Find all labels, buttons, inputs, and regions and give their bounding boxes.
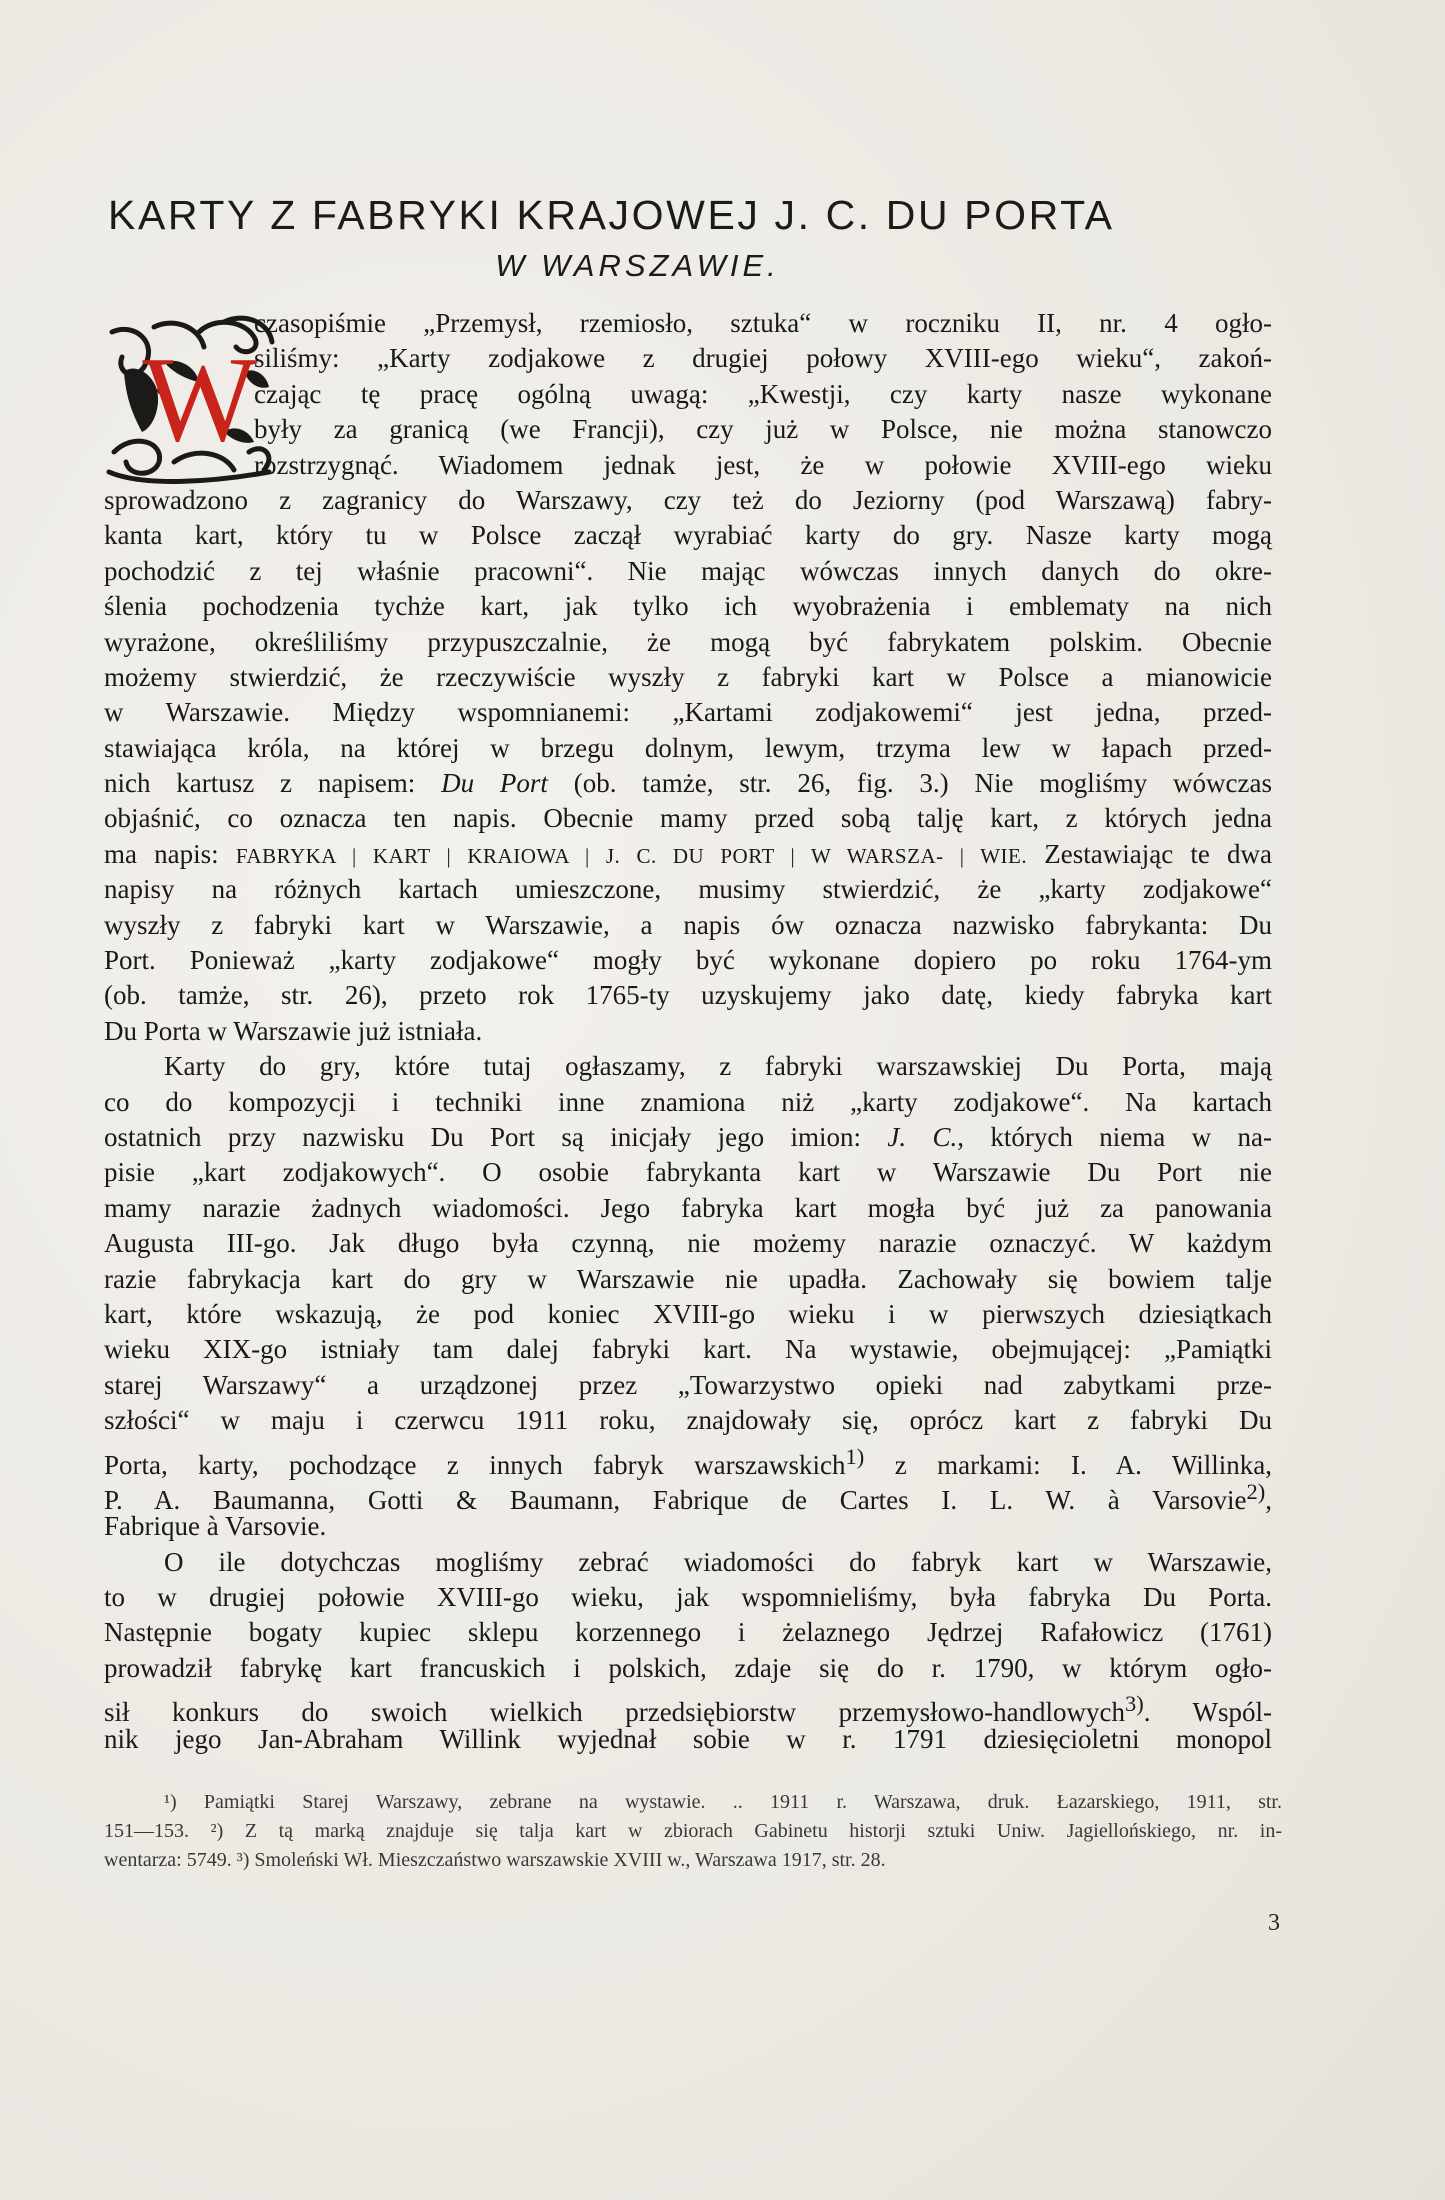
- text-line: Porta, karty, pochodzące z innych fabryk warszawskich$^{1)}$ z markami: I. A. Willinka,: [104, 1443, 1273, 1480]
- text-line: wyszły z fabryki kart w Warszawie, a napis ów oznacza nazwisko fabrykanta: Du: [104, 909, 1272, 940]
- text-line: czasopiśmie „Przemysł, rzemiosło, sztuka“ w roczniku II, nr. 4 ogło-: [254, 308, 1272, 338]
- footnote-ref: 3): [1125, 1691, 1144, 1717]
- text-line: wyrażone, określiliśmy przypuszczalnie, że mogą być fabrykatem polskim. Obecnie: [104, 626, 1272, 657]
- text-line: sprowadzono z zagranicy do Warszawy, czy też do Jeziorny (pod Warszawą) fabry-: [104, 484, 1272, 515]
- text-line: Następnie bogaty kupiec sklepu korzennego i żelaznego Jędrzej Rafałowicz (1761): [104, 1617, 1272, 1648]
- text-line: P. A. Baumanna, Gotti & Baumann, Fabrique de Cartes I. L. W. à Varsovie$^{2)}$,: [104, 1478, 1272, 1515]
- text-line: pisie „kart zodjakowych“. O osobie fabrykanta kart w Warszawie Du Port nie: [104, 1157, 1272, 1188]
- card-inscription: FABRYKA | KART | KRAIOWA | J. C. DU PORT | W WARSZA- | WIE.: [235, 843, 1028, 868]
- text-line: stawiająca króla, na której w brzegu dolnym, lewym, trzyma lew w łapach przed-: [104, 732, 1272, 763]
- text-line: nich kartusz z napisem: Du Port (ob. tamże, str. 26, fig. 3.) Nie mogliśmy wówczas: [104, 768, 1272, 799]
- footnote-ref: 2): [1246, 1478, 1266, 1504]
- drop-cap-letter: W: [142, 332, 258, 467]
- text-line: starej Warszawy“ a urządzonej przez „Towarzystwo opieki nad zabytkami prze-: [104, 1369, 1272, 1400]
- text-line: ma napis: FABRYKA | KART | KRAIOWA | J. C. DU PORT | W WARSZA- | WIE. Zestawiając te dwa: [104, 838, 1273, 869]
- text-line: sił konkurs do swoich wielkich przedsiębiorstw przemysłowo-handlowych$^{3)}$. Wspól-: [104, 1691, 1272, 1728]
- footnote-line: 151—153. ²) Z tą marką znajduje się talja kart w zbiorach Gabinetu historji sztuki Uniw. Jagiellońskiego, nr. in-: [104, 1820, 1282, 1842]
- text-line: w Warszawie. Między wspomnianemi: „Kartami zodjakowemi“ jest jedna, przed-: [104, 697, 1272, 728]
- text-line: były za granicą (we Francji), czy już w Polsce, nie można stanowczo: [254, 414, 1272, 445]
- text-line: Port. Ponieważ „karty zodjakowe“ mogły być wykonane dopiero po roku 1764-ym: [104, 945, 1272, 976]
- text-line: wieku XIX-go istniały tam dalej fabryki kart. Na wystawie, obejmującej: „Pamiątki: [104, 1334, 1272, 1365]
- text-line: szłości“ w maju i czerwcu 1911 roku, znajdowały się, oprócz kart z fabryki Du: [104, 1405, 1272, 1436]
- text-line: (ob. tamże, str. 26), przeto rok 1765-ty uzyskujemy jako datę, kiedy fabryka kart: [104, 980, 1272, 1011]
- italic-du-port: Du Port: [441, 768, 548, 799]
- text-line: mamy narazie żadnych wiadomości. Jego fabryka kart mogła być już za panowania: [104, 1192, 1272, 1223]
- paragraph-3: [104, 1545, 1272, 1757]
- text-line: nik jego Jan-Abraham Willink wyjednał sobie w r. 1791 dziesięcioletni monopol: [104, 1723, 1272, 1754]
- footnote-line: ¹) Pamiątki Starej Warszawy, zebrane na wystawie. .. 1911 r. Warszawa, druk. Łazarskiego, 1911, str.: [164, 1791, 1282, 1813]
- text-line: Fabrique à Varsovie.: [104, 1511, 327, 1542]
- paragraph-2: [104, 1049, 1272, 1544]
- footnote-ref: 1): [845, 1443, 865, 1469]
- text-line: ślenia pochodzenia tychże kart, jak tylko ich wyobrażenia i emblematy na nich: [104, 591, 1272, 622]
- text-line: ostatnich przy nazwisku Du Port są inicjały jego imion: J. C., których niema w na-: [104, 1121, 1273, 1152]
- text-line: O ile dotychczas mogliśmy zebrać wiadomości do fabryk kart w Warszawie,: [164, 1546, 1272, 1577]
- text-line: Karty do gry, które tutaj ogłaszamy, z fabryki warszawskiej Du Porta, mają: [164, 1051, 1272, 1082]
- footnote-line: wentarza: 5749. ³) Smoleński Wł. Mieszczaństwo warszawskie XVIII w., Warszawa 1917, str. 28.: [104, 1849, 886, 1871]
- text-line: możemy stwierdzić, że rzeczywiście wyszły z fabryki kart w Polsce a mianowicie: [104, 661, 1272, 692]
- text-line: rozstrzygnąć. Wiadomem jednak jest, że w połowie XVIII-ego wieku: [254, 449, 1272, 480]
- text-line: siliśmy: „Karty zodjakowe z drugiej połowy XVIII-ego wieku“, zakoń-: [254, 343, 1272, 374]
- italic-initials: J. C.: [887, 1121, 958, 1152]
- article-body: [104, 306, 1272, 1757]
- text-line: Augusta III-go. Jak długo była czynną, nie możemy narazie oznaczyć. W każdym: [104, 1228, 1272, 1259]
- text-line: co do kompozycji i techniki inne znamiona niż „karty zodjakowe“. Na kartach: [104, 1086, 1272, 1117]
- text-line: kart, które wskazują, że pod koniec XVIII-go wieku i w pierwszych dziesiątkach: [104, 1298, 1272, 1329]
- page-number: 3: [1268, 1910, 1280, 1936]
- footnotes: [104, 1788, 1282, 1875]
- paragraph-1: [104, 306, 1272, 1049]
- page-title: KARTY Z FABRYKI KRAJOWEJ J. C. DU PORTA: [108, 192, 1115, 238]
- text-line: to w drugiej połowie XVIII-go wieku, jak wspomnieliśmy, była fabryka Du Porta.: [104, 1582, 1272, 1613]
- text-line: razie fabrykacja kart do gry w Warszawie nie upadła. Zachowały się bowiem talje: [104, 1263, 1272, 1294]
- text-line: Du Porta w Warszawie już istniała.: [104, 1015, 483, 1046]
- text-line: czając tę pracę ogólną uwagą: „Kwestji, czy karty nasze wykonane: [254, 378, 1272, 409]
- text-line: pochodzić z tej właśnie pracowni“. Nie mając wówczas innych danych do okre-: [104, 555, 1272, 586]
- text-line: napisy na różnych kartach umieszczone, musimy stwierdzić, że „karty zodjakowe“: [104, 874, 1272, 905]
- text-line: prowadził fabrykę kart francuskich i polskich, zdaje się do r. 1790, w którym ogło-: [104, 1652, 1272, 1683]
- page-subtitle: W WARSZAWIE.: [495, 248, 780, 283]
- text-line: kanta kart, który tu w Polsce zaczął wyrabiać karty do gry. Nasze karty mogą: [104, 520, 1272, 551]
- text-line: objaśnić, co oznacza ten napis. Obecnie mamy przed sobą talję kart, z których jedna: [104, 803, 1272, 834]
